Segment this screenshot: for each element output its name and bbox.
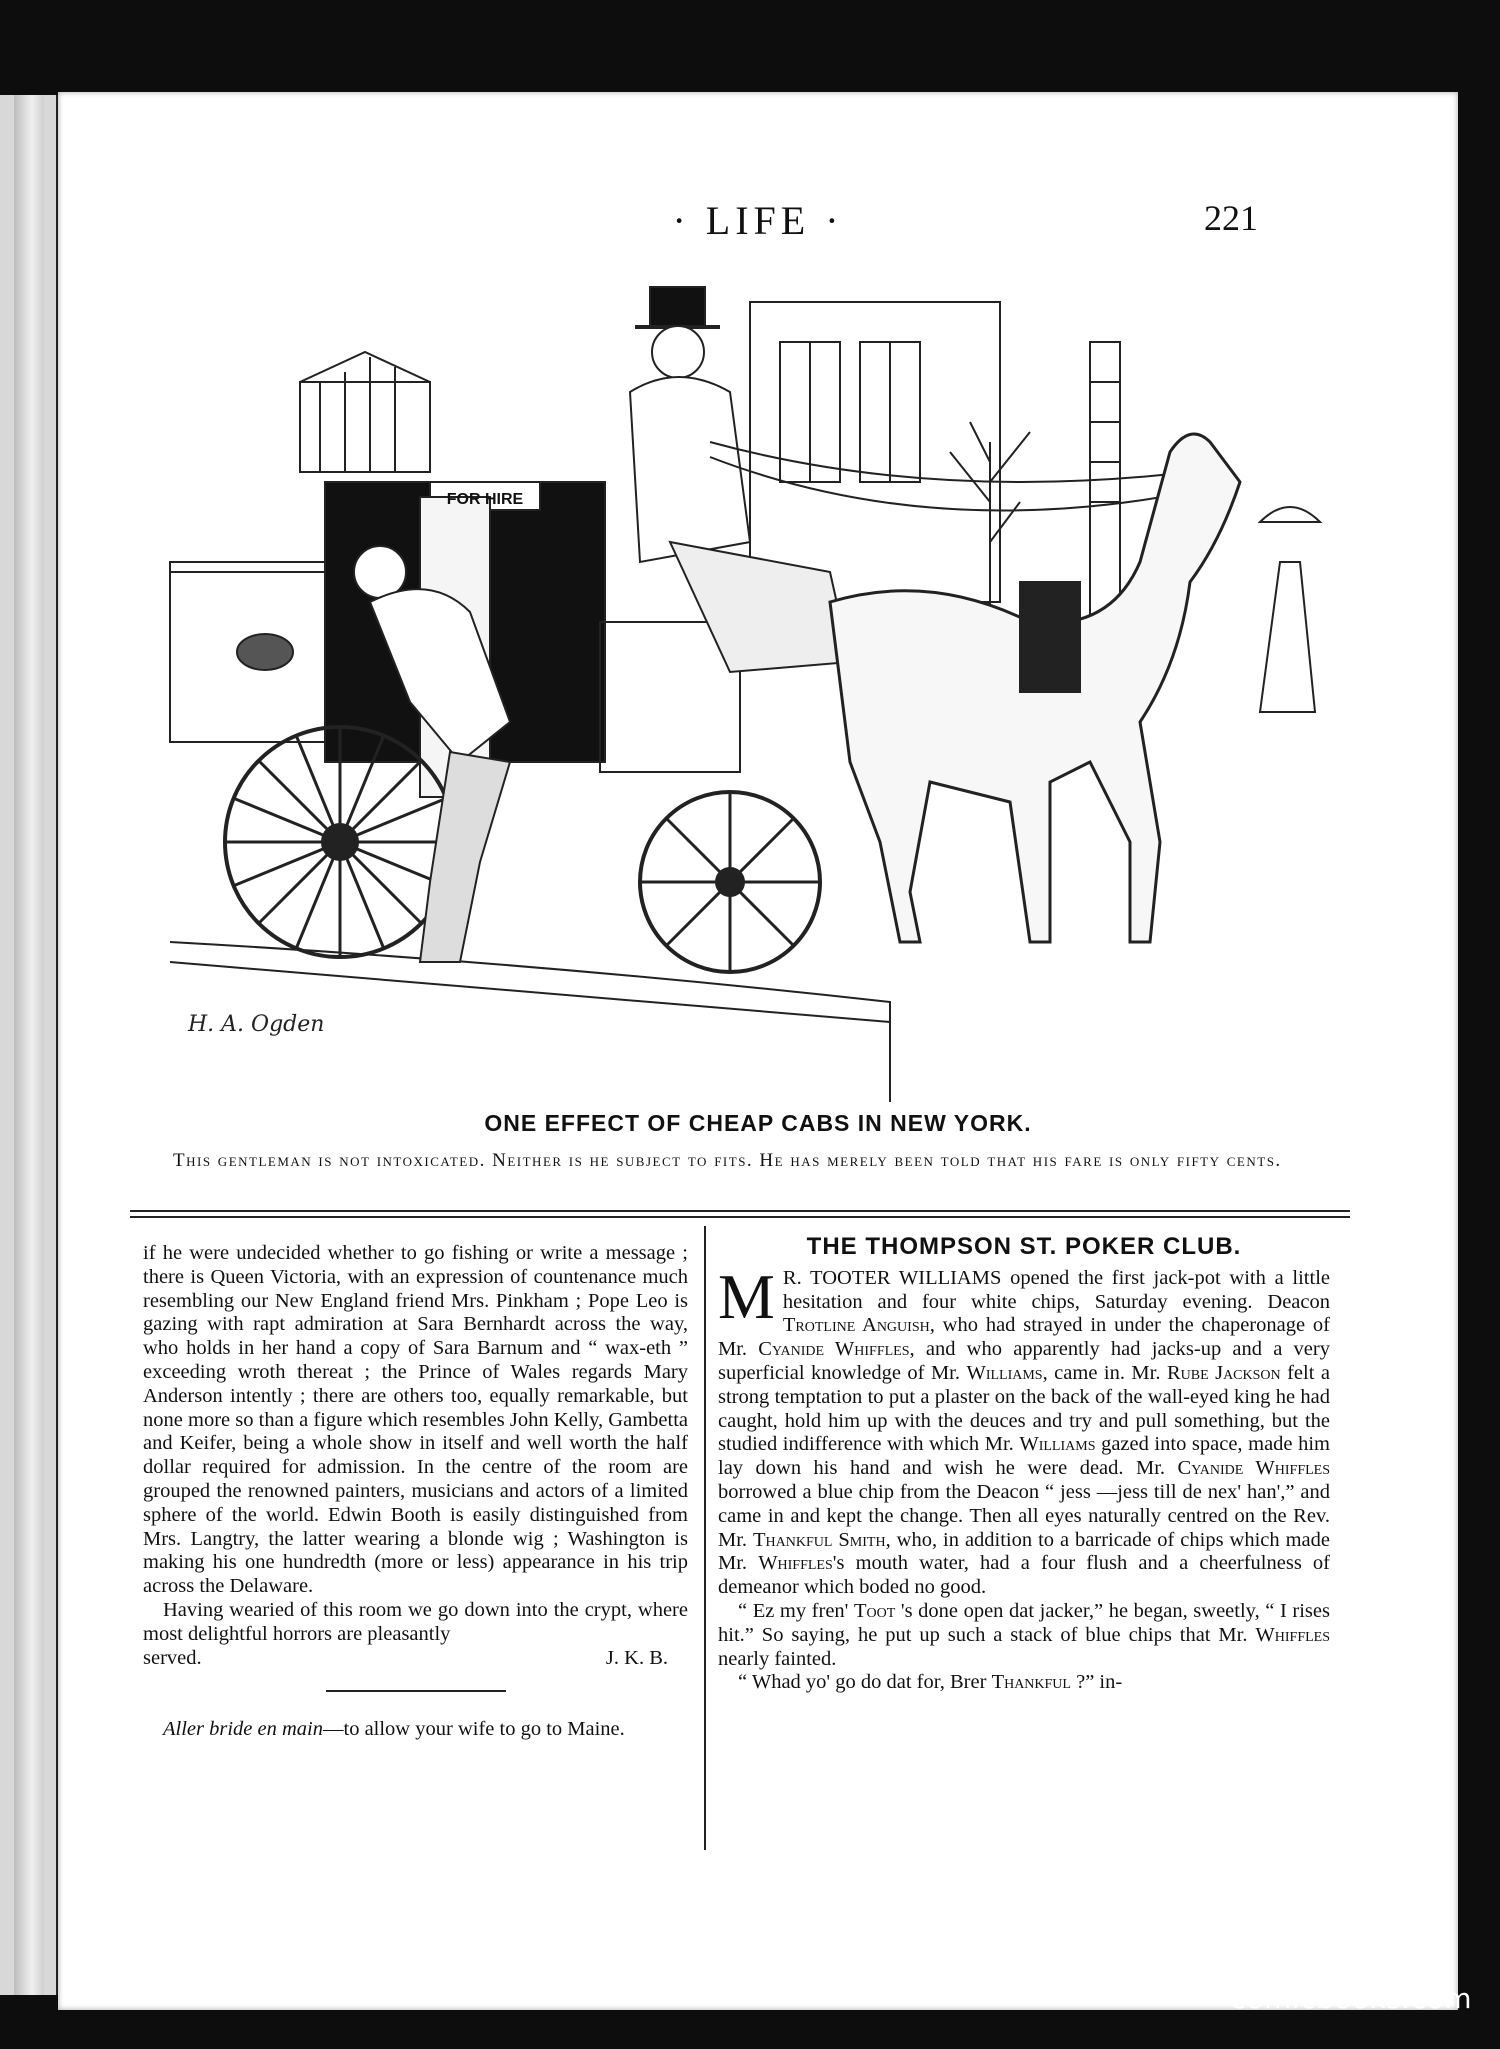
article-paragraph bbox=[718, 1260, 1330, 1600]
text-run: , who had strayed in under the chaperonage of Mr. bbox=[718, 1314, 1330, 1361]
cartoon-caption: This gentleman is not intoxicated. Neither is he subject to fits. He has merely been told that his fare is only fifty cents. bbox=[173, 1150, 1282, 1171]
driver-blanket bbox=[670, 542, 850, 672]
name-run: Trotline Anguish bbox=[782, 1314, 930, 1337]
article-paragraph bbox=[718, 1600, 1330, 1671]
text-run: gazed into space, made him lay down his hand and wish he were dead. Mr. bbox=[718, 1433, 1330, 1480]
name-run: Thankful bbox=[991, 1671, 1071, 1694]
lady-figure bbox=[1260, 562, 1315, 712]
name-run: Toot bbox=[853, 1599, 896, 1622]
text-run: 's done open dat jacker,” he began, sweetly, “ I rises hit.” So saying, he put up such a stack of blue chips that Mr. bbox=[718, 1599, 1330, 1646]
section-rule-top bbox=[130, 1210, 1350, 1212]
author-initials: J. K. B. bbox=[605, 1646, 668, 1669]
quip-text: —to allow your wife to go to Maine. bbox=[323, 1718, 625, 1741]
left-paragraph: if he were undecided whether to go fishing or write a message ; there is Queen Victoria, with an expression of countenance much resembling our New England friend Mrs. Pinkham ; Pope Leo is gazing with rapt admiration at Sara Bernhardt across the way, who holds in her hand a copy of Sara Barnum and “ wax-eth ” exceeding wroth thereat ; the Prince of Wales regards Mary Anderson intently ; there are others too, equally remarkable, but none more so than a figure which resembles John Kelly, Gambetta and Keifer, being a whole show in itself and well worth the half dollar required for admission. In the centre of the room are grouped the renowned painters, musicians and actors of a limited sphere of the world. Edwin Booth is easily distinguished from Mrs. Langtry, the latter wearing a blonde wig ; Washington is making his one hundredth (more or less) appearance in his trip across the Delaware. bbox=[143, 1242, 688, 1598]
text-run: borrowed a blue chip from the Deacon “ jess —jess till de nex' han',” and came in and kept the change. Then all eyes naturally centred on the Rev. Mr. bbox=[718, 1480, 1330, 1551]
text-run: R. TOOTER WILLIAMS opened the first jack-pot with a little hesitation and four white chips, Saturday evening. Deacon bbox=[782, 1266, 1330, 1313]
text-run: , came in. Mr. bbox=[1042, 1361, 1167, 1384]
name-run: Thankful Smith bbox=[753, 1528, 886, 1551]
driver-coat bbox=[630, 377, 750, 562]
parasol bbox=[1260, 507, 1320, 522]
name-run: Cyanide Whiffles bbox=[1177, 1457, 1330, 1480]
text-run: “ Ez my fren' bbox=[738, 1599, 854, 1622]
name-run: Whiffles bbox=[758, 1552, 833, 1575]
article-heading: THE THOMPSON ST. POKER CLUB. bbox=[806, 1233, 1242, 1260]
artist-signature: H. A. Ogden bbox=[188, 1012, 325, 1037]
driver-top-hat bbox=[650, 287, 705, 327]
text-run: , and who apparently had jacks-up and a very superficial knowledge of Mr. bbox=[718, 1338, 1330, 1384]
article-paragraph bbox=[718, 1671, 1330, 1695]
column-divider bbox=[704, 1226, 706, 1850]
cab-sign bbox=[447, 491, 524, 508]
cartoon-title: ONE EFFECT OF CHEAP CABS IN NEW YORK. bbox=[484, 1110, 1032, 1136]
right-column bbox=[718, 1235, 1330, 1695]
running-head bbox=[58, 197, 1458, 243]
text-run: nearly fainted. bbox=[718, 1647, 837, 1670]
quip-paragraph bbox=[143, 1718, 688, 1742]
falling-hat bbox=[237, 634, 293, 670]
short-rule bbox=[326, 1690, 506, 1692]
scan-background bbox=[0, 2018, 1500, 2049]
horse-harness bbox=[1020, 582, 1080, 692]
text-run: felt a strong temptation to put a plaster on the back of the wall-eyed king he had caught, hold him up with the deuces and try and pull something, but the studied indifference with which Mr. bbox=[718, 1361, 1330, 1456]
quip-italic: Aller bride en main bbox=[163, 1718, 323, 1741]
section-rule-bottom bbox=[130, 1216, 1350, 1218]
left-paragraph: Having wearied of this room we go down into the crypt, where most delightful horrors are pleasantly bbox=[143, 1598, 688, 1645]
name-run: Cyanide Whiffles bbox=[758, 1338, 910, 1361]
text-run: ?” in- bbox=[1070, 1671, 1123, 1694]
bay-window-building bbox=[750, 302, 1000, 602]
facing-page-edge bbox=[0, 95, 59, 1995]
svg-text:FOR HIRE: FOR HIRE bbox=[446, 491, 524, 508]
cab-illustration bbox=[130, 242, 1350, 1122]
page-curl bbox=[14, 95, 44, 1995]
magazine-page bbox=[58, 92, 1458, 2010]
served-word: served. bbox=[143, 1646, 202, 1669]
signoff-line bbox=[143, 1647, 688, 1671]
name-run: Williams bbox=[966, 1361, 1043, 1384]
drop-cap: M bbox=[718, 1260, 775, 1332]
text-run: , who, in addition to a barricade of chips which made Mr. bbox=[718, 1528, 1330, 1575]
bare-tree bbox=[950, 422, 1030, 622]
page-number: 221 bbox=[1204, 198, 1258, 238]
text-run: “ Whad yo' go do dat for, Brer bbox=[738, 1671, 992, 1694]
left-column bbox=[143, 1242, 688, 1742]
site-watermark: comicbooks.com bbox=[1230, 1982, 1472, 2015]
name-run: Williams bbox=[1019, 1433, 1096, 1456]
text-run: 's mouth water, had a four flush and a cheerfulness of demeanor which boded no good. bbox=[718, 1552, 1330, 1599]
name-run: Rube Jackson bbox=[1166, 1361, 1281, 1384]
name-run: Whiffles bbox=[1255, 1623, 1330, 1646]
masthead: · LIFE · bbox=[672, 198, 844, 243]
